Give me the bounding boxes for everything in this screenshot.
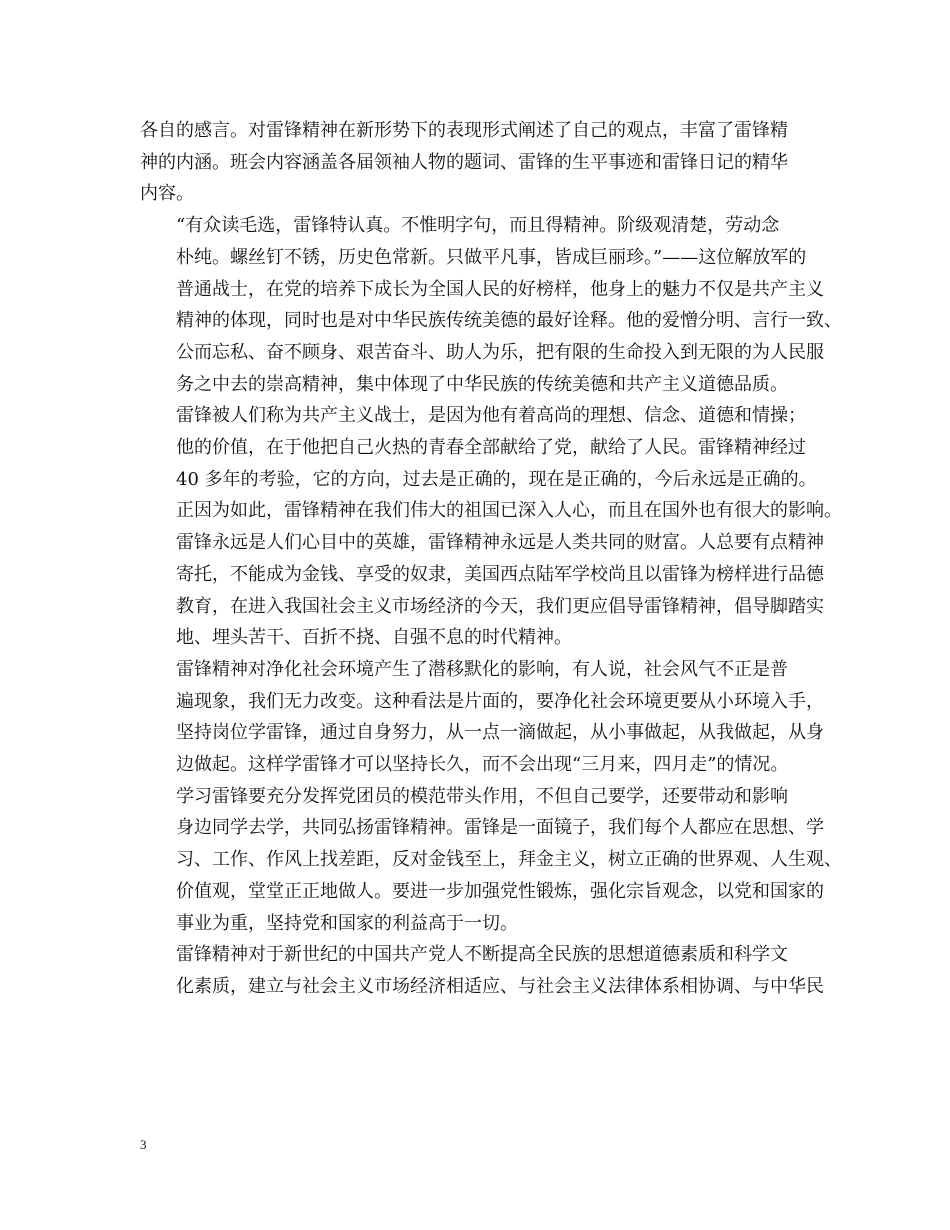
text-line: 雷锋被人们称为共产主义战士，是因为他有着高尚的理想、信念、道德和情操； (176, 405, 806, 427)
text-line: 学习雷锋要充分发挥党团员的模范带头作用，不但自己要学，还要带动和影响 (176, 785, 788, 807)
text-line: 遍现象，我们无力改变。这种看法是片面的，要净化社会环境更要从小环境入手， (176, 690, 824, 712)
text-line: 他的价值，在于他把自己火热的青春全部献给了党，献给了人民。雷锋精神经过 (176, 437, 806, 459)
text-line: 各自的感言。对雷锋精神在新形势下的表现形式阐述了自己的观点，丰富了雷锋精 (140, 120, 788, 141)
text-line: 化素质，建立与社会主义市场经济相适应、与社会主义法律体系相协调、与中华民 (176, 975, 824, 997)
paragraph (140, 210, 842, 400)
text-line: 务之中去的崇高精神，集中体现了中华民族的传统美德和共产主义道德品质。 (176, 373, 788, 395)
text-line: 雷锋精神对于新世纪的中国共产党人不断提高全民族的思想道德素质和科学文 (176, 944, 788, 966)
paragraph (140, 654, 824, 781)
text-line: 公而忘私、奋不顾身、艰苦奋斗、助人为乐，把有限的生命投入到无限的为人民服 (176, 341, 824, 363)
text-line: 坚持岗位学雷锋，通过自身努力，从一点一滴做起，从小事做起，从我做起，从身 (176, 722, 824, 744)
text-line: “有众读毛选，雷锋特认真。不惟明字句，而且得精神。阶级观清楚，劳动念 (176, 215, 780, 237)
text-line: 雷锋精神对净化社会环境产生了潜移默化的影响，有人说，社会风气不正是普 (176, 658, 788, 680)
paragraph (140, 400, 842, 654)
paragraph (140, 781, 842, 940)
text-line: 地、埋头苦干、百折不挠、自强不息的时代精神。 (176, 627, 572, 649)
text-line: 教育，在进入我国社会主义市场经济的今天，我们更应倡导雷锋精神，倡导脚踏实 (176, 595, 824, 617)
text-line: 内容。 (140, 183, 194, 205)
text-line: 神的内涵。班会内容涵盖各届领袖人物的题词、雷锋的生平事迹和雷锋日记的精华 (140, 151, 788, 173)
paragraph (140, 939, 824, 1002)
text-line: 普通战士，在党的培养下成长为全国人民的好榜样，他身上的魅力不仅是共产主义 (176, 278, 824, 300)
page-number: 3 (140, 1137, 147, 1152)
text-line: 精神的体现，同时也是对中华民族传统美德的最好诠释。他的爱憎分明、言行一致、 (176, 310, 842, 332)
text-line: 40 多年的考验，它的方向，过去是正确的，现在是正确的，今后永远是正确的。 (176, 468, 817, 490)
text-line: 身边同学去学，共同弘扬雷锋精神。雷锋是一面镜子，我们每个人都应在思想、学 (176, 817, 824, 839)
text-line: 朴纯。螺丝钉不锈，历史色常新。只做平凡事，皆成巨丽珍。”——这位解放军的 (176, 246, 807, 268)
text-line: 雷锋永远是人们心目中的英雄，雷锋精神永远是人类共同的财富。人总要有点精神 (176, 532, 824, 554)
body-text (140, 115, 842, 1003)
text-line: 习、工作、作风上找差距，反对金钱至上，拜金主义，树立正确的世界观、人生观、 (176, 849, 842, 871)
text-line: 事业为重，坚持党和国家的利益高于一切。 (176, 912, 518, 934)
text-line: 正因为如此，雷锋精神在我们伟大的祖国已深入人心，而且在国外也有很大的影响。 (176, 500, 842, 522)
text-line: 边做起。这样学雷锋才可以坚持长久，而不会出现“三月来，四月走”的情况。 (176, 754, 789, 776)
text-line: 价值观，堂堂正正地做人。要进一步加强党性锻炼，强化宗旨观念，以党和国家的 (176, 880, 824, 902)
text-line: 寄托，不能成为金钱、享受的奴隶，美国西点陆军学校尚且以雷锋为榜样进行品德 (176, 563, 824, 585)
paragraph (140, 115, 820, 210)
